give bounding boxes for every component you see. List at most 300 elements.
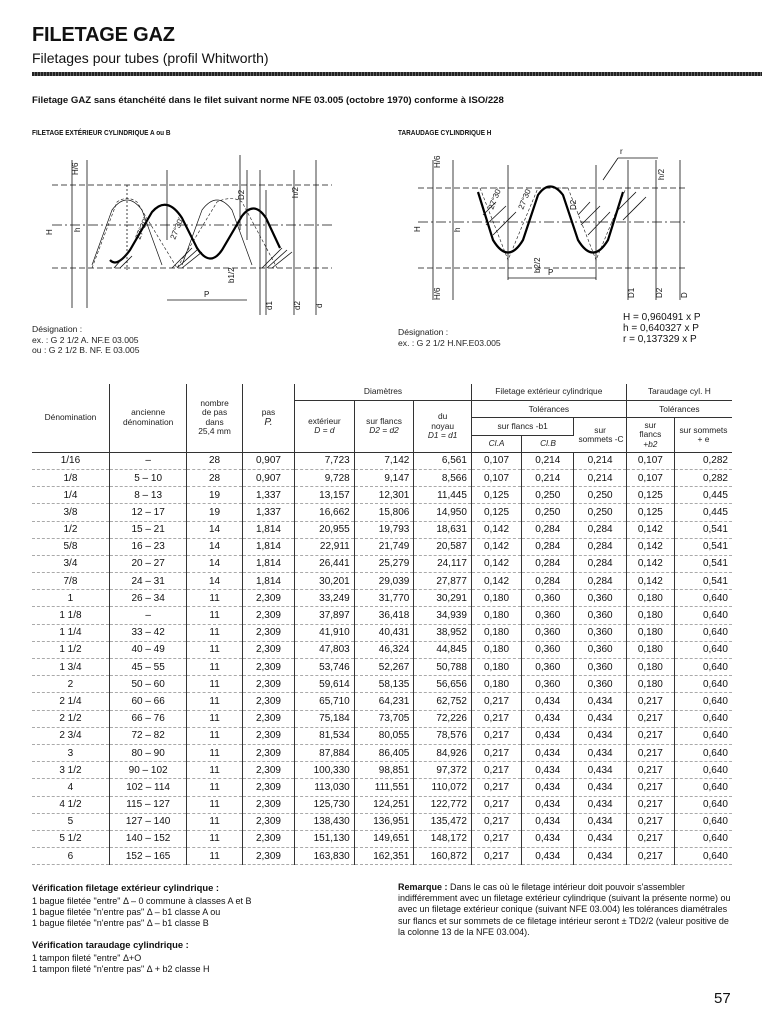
cell-noyau: 122,772 bbox=[414, 796, 472, 813]
cell-pas: 2,309 bbox=[242, 830, 294, 847]
cell-sommets-c: 0,284 bbox=[574, 555, 626, 572]
cell-pas: 1,814 bbox=[242, 573, 294, 590]
cell-ancienne: 20 – 27 bbox=[109, 555, 186, 572]
table-row bbox=[32, 573, 732, 590]
int-label-angle2: 27°30' bbox=[516, 186, 534, 211]
cell-ancienne: 16 – 23 bbox=[109, 538, 186, 555]
ext-desig-line-1: Désignation : bbox=[32, 324, 83, 334]
cell-flancs: 73,705 bbox=[354, 710, 414, 727]
cell-cla: 0,107 bbox=[471, 452, 521, 469]
cell-ancienne: 66 – 76 bbox=[109, 710, 186, 727]
cell-noyau: 148,172 bbox=[414, 830, 472, 847]
cell-pas: 2,309 bbox=[242, 796, 294, 813]
cell-exterieur: 53,746 bbox=[295, 659, 355, 676]
cell-clb: 0,250 bbox=[522, 487, 574, 504]
table-row bbox=[32, 659, 732, 676]
cell-sommets-e: 0,640 bbox=[674, 659, 732, 676]
table-row bbox=[32, 641, 732, 658]
table-row bbox=[32, 779, 732, 796]
hdr-clb: Cl.B bbox=[540, 437, 556, 448]
cell-ancienne: 60 – 66 bbox=[109, 693, 186, 710]
cell-cla: 0,217 bbox=[471, 848, 521, 865]
cell-flancs-b2: 0,217 bbox=[626, 848, 674, 865]
cell-exterieur: 9,728 bbox=[295, 469, 355, 486]
ext-label-h2: h/2 bbox=[291, 186, 300, 198]
hdr-nb-2: de pas bbox=[201, 407, 228, 418]
cell-sommets-c: 0,360 bbox=[574, 676, 626, 693]
cell-sommets-c: 0,250 bbox=[574, 487, 626, 504]
ext-desig-line-2: ex. : G 2 1/2 A. NF.E 03.005 bbox=[32, 334, 139, 345]
int-label-H: H bbox=[413, 226, 422, 232]
cell-flancs-b2: 0,217 bbox=[626, 762, 674, 779]
cell-nombre: 11 bbox=[187, 624, 242, 641]
ext-label-d1: d1 bbox=[265, 301, 274, 310]
cell-exterieur: 75,184 bbox=[295, 710, 355, 727]
col-exterieur bbox=[295, 401, 355, 453]
table-row bbox=[32, 590, 732, 607]
cell-exterieur: 138,430 bbox=[295, 813, 355, 830]
col-cla bbox=[471, 435, 521, 452]
hdr-nb-1: nombre bbox=[200, 397, 229, 408]
ext-desig-line-3: ou : G 2 1/2 B. NF. E 03.005 bbox=[32, 345, 140, 355]
cell-nombre: 19 bbox=[187, 504, 242, 521]
cell-exterieur: 7,723 bbox=[295, 452, 355, 469]
cell-nombre: 28 bbox=[187, 452, 242, 469]
cell-ancienne: 140 – 152 bbox=[109, 830, 186, 847]
cell-nombre: 11 bbox=[187, 710, 242, 727]
table-row bbox=[32, 521, 732, 538]
int-desig-line-1: Désignation : bbox=[398, 327, 449, 337]
cell-nombre: 14 bbox=[187, 555, 242, 572]
cell-cla: 0,217 bbox=[471, 796, 521, 813]
cell-sommets-e: 0,282 bbox=[674, 469, 732, 486]
cell-denomination: 2 3/4 bbox=[32, 727, 109, 744]
cell-noyau: 62,752 bbox=[414, 693, 472, 710]
cell-sommets-c: 0,284 bbox=[574, 521, 626, 538]
table-row bbox=[32, 693, 732, 710]
int-label-h2: h/2 bbox=[657, 168, 666, 180]
page-subtitle: Filetages pour tubes (profil Whitworth) bbox=[32, 50, 269, 66]
cell-exterieur: 41,910 bbox=[295, 624, 355, 641]
cell-flancs: 52,267 bbox=[354, 659, 414, 676]
external-section-title: FILETAGE EXTÉRIEUR CYLINDRIQUE A ou B bbox=[32, 128, 171, 137]
cell-noyau: 56,656 bbox=[414, 676, 472, 693]
cell-flancs: 46,324 bbox=[354, 641, 414, 658]
cell-exterieur: 33,249 bbox=[295, 590, 355, 607]
cell-clb: 0,434 bbox=[522, 830, 574, 847]
cell-cla: 0,180 bbox=[471, 607, 521, 624]
cell-pas: 1,814 bbox=[242, 555, 294, 572]
cell-noyau: 34,939 bbox=[414, 607, 472, 624]
cell-exterieur: 22,911 bbox=[295, 538, 355, 555]
int-label-D1: D1 bbox=[627, 287, 636, 298]
page-number: 57 bbox=[714, 990, 731, 1007]
cell-sommets-c: 0,434 bbox=[574, 693, 626, 710]
cell-noyau: 72,226 bbox=[414, 710, 472, 727]
cell-flancs: 25,279 bbox=[354, 555, 414, 572]
ext-label-angle2: 27°30' bbox=[168, 216, 186, 241]
cell-noyau: 110,072 bbox=[414, 779, 472, 796]
cell-noyau: 78,576 bbox=[414, 727, 472, 744]
int-label-h6b: H/6 bbox=[433, 287, 442, 300]
cell-sommets-c: 0,214 bbox=[574, 469, 626, 486]
cell-sommets-e: 0,445 bbox=[674, 487, 732, 504]
cell-sommets-e: 0,640 bbox=[674, 676, 732, 693]
cell-cla: 0,217 bbox=[471, 744, 521, 761]
cell-sommets-c: 0,360 bbox=[574, 590, 626, 607]
verification-block bbox=[32, 882, 252, 975]
cell-cla: 0,217 bbox=[471, 762, 521, 779]
verif-ext-title: Vérification filetage extérieur cylindrique : bbox=[32, 882, 220, 893]
cell-sommets-e: 0,640 bbox=[674, 624, 732, 641]
hdr-nb-4: 25,4 mm bbox=[198, 426, 231, 437]
cell-flancs: 98,851 bbox=[354, 762, 414, 779]
cell-ancienne: – bbox=[109, 452, 186, 469]
cell-flancs: 12,301 bbox=[354, 487, 414, 504]
verif-int-line-2: 1 tampon fileté "n'entre pas" Δ + b2 classe H bbox=[32, 964, 210, 974]
cell-pas: 1,814 bbox=[242, 521, 294, 538]
cell-flancs-b2: 0,180 bbox=[626, 624, 674, 641]
cell-clb: 0,214 bbox=[522, 469, 574, 486]
cell-nombre: 11 bbox=[187, 779, 242, 796]
cell-cla: 0,142 bbox=[471, 555, 521, 572]
cell-flancs: 64,231 bbox=[354, 693, 414, 710]
cell-denomination: 1/4 bbox=[32, 487, 109, 504]
cell-ancienne: 15 – 21 bbox=[109, 521, 186, 538]
cell-noyau: 30,291 bbox=[414, 590, 472, 607]
formula-r: r = 0,137329 x P bbox=[623, 334, 697, 345]
cell-sommets-c: 0,434 bbox=[574, 813, 626, 830]
cell-cla: 0,125 bbox=[471, 487, 521, 504]
hdr-noy-3: D1 = d1 bbox=[427, 430, 458, 441]
cell-sommets-c: 0,284 bbox=[574, 538, 626, 555]
int-label-angle1: 27°30' bbox=[486, 186, 504, 211]
cell-flancs: 124,251 bbox=[354, 796, 414, 813]
cell-clb: 0,434 bbox=[522, 796, 574, 813]
cell-clb: 0,284 bbox=[522, 555, 574, 572]
cell-clb: 0,214 bbox=[522, 452, 574, 469]
cell-flancs: 21,749 bbox=[354, 538, 414, 555]
cell-exterieur: 13,157 bbox=[295, 487, 355, 504]
cell-ancienne: 8 – 13 bbox=[109, 487, 186, 504]
table-row bbox=[32, 555, 732, 572]
cell-sommets-c: 0,434 bbox=[574, 830, 626, 847]
cell-nombre: 11 bbox=[187, 813, 242, 830]
external-thread-diagram bbox=[32, 140, 342, 318]
cell-pas: 2,309 bbox=[242, 607, 294, 624]
ext-label-b1: b1/2 bbox=[227, 267, 236, 283]
cell-sommets-e: 0,640 bbox=[674, 813, 732, 830]
hdr-pas-1: pas bbox=[261, 407, 276, 418]
cell-flancs-b2: 0,142 bbox=[626, 521, 674, 538]
cell-ancienne: 90 – 102 bbox=[109, 762, 186, 779]
col-nombre bbox=[187, 384, 242, 452]
cell-nombre: 11 bbox=[187, 744, 242, 761]
cell-ancienne: 5 – 10 bbox=[109, 469, 186, 486]
cell-sommets-c: 0,434 bbox=[574, 744, 626, 761]
cell-exterieur: 87,884 bbox=[295, 744, 355, 761]
cell-denomination: 1 bbox=[32, 590, 109, 607]
table-row bbox=[32, 607, 732, 624]
int-label-b2: b2/2 bbox=[533, 257, 542, 273]
hdr-e-1: sur sommets bbox=[679, 424, 728, 435]
cell-flancs: 31,770 bbox=[354, 590, 414, 607]
hdr-som-1: sur bbox=[594, 424, 606, 435]
cell-sommets-e: 0,640 bbox=[674, 710, 732, 727]
ext-label-d2: d2 bbox=[293, 301, 302, 310]
cell-clb: 0,360 bbox=[522, 641, 574, 658]
cell-denomination: 7/8 bbox=[32, 573, 109, 590]
cell-clb: 0,360 bbox=[522, 676, 574, 693]
cell-clb: 0,360 bbox=[522, 624, 574, 641]
cell-cla: 0,180 bbox=[471, 676, 521, 693]
cell-sommets-c: 0,434 bbox=[574, 762, 626, 779]
table-row bbox=[32, 487, 732, 504]
cell-flancs-b2: 0,217 bbox=[626, 779, 674, 796]
cell-flancs: 86,405 bbox=[354, 744, 414, 761]
cell-pas: 1,337 bbox=[242, 504, 294, 521]
int-label-h: h bbox=[453, 227, 462, 232]
cell-pas: 2,309 bbox=[242, 762, 294, 779]
cell-ancienne: 26 – 34 bbox=[109, 590, 186, 607]
cell-nombre: 19 bbox=[187, 487, 242, 504]
cell-nombre: 11 bbox=[187, 659, 242, 676]
cell-cla: 0,142 bbox=[471, 538, 521, 555]
col-denomination: Dénomination bbox=[32, 384, 109, 452]
cell-exterieur: 16,662 bbox=[295, 504, 355, 521]
hdr-b2-3: +b2 bbox=[643, 438, 658, 449]
cell-clb: 0,284 bbox=[522, 573, 574, 590]
cell-sommets-e: 0,640 bbox=[674, 607, 732, 624]
table-row bbox=[32, 727, 732, 744]
cell-ancienne: 24 – 31 bbox=[109, 573, 186, 590]
cell-noyau: 20,587 bbox=[414, 538, 472, 555]
col-tolerances-int: Tolérances bbox=[626, 401, 732, 418]
remark-text: Dans le cas où le filetage intérieur doit pouvoir s'assembler indifféremment avec un filetage extérieur cylindrique (suivant la présente norme) ou avec un filetage extérieur conique (suivant NFE 03.004) les tolérances diamétrales sur flancs et sur sommets de ce filetage intérieur seront ± TD2/2 (valeur positive de la colonne 13 de la NFE 03.004). bbox=[398, 882, 731, 937]
cell-clb: 0,434 bbox=[522, 779, 574, 796]
int-desig-line-2: ex. : G 2 1/2 H.NF.E03.005 bbox=[398, 337, 501, 348]
col-sommets-c bbox=[574, 418, 626, 452]
cell-sommets-c: 0,434 bbox=[574, 727, 626, 744]
cell-flancs-b2: 0,217 bbox=[626, 830, 674, 847]
cell-denomination: 1 3/4 bbox=[32, 659, 109, 676]
table-row bbox=[32, 762, 732, 779]
ext-label-angle1: 27°30' bbox=[133, 216, 151, 241]
verif-ext-line-3: 1 bague filetée "n'entre pas" Δ – b1 classe B bbox=[32, 918, 209, 928]
cell-clb: 0,434 bbox=[522, 848, 574, 865]
internal-thread-diagram bbox=[398, 140, 708, 308]
hdr-b2-2: flancs bbox=[639, 429, 662, 440]
cell-ancienne: 80 – 90 bbox=[109, 744, 186, 761]
cell-ancienne: 72 – 82 bbox=[109, 727, 186, 744]
cell-cla: 0,107 bbox=[471, 469, 521, 486]
cell-flancs: 149,651 bbox=[354, 830, 414, 847]
table-row bbox=[32, 452, 732, 469]
col-flancs-b2 bbox=[626, 418, 674, 452]
cell-exterieur: 81,534 bbox=[295, 727, 355, 744]
cell-cla: 0,142 bbox=[471, 521, 521, 538]
ext-label-H: H bbox=[45, 229, 54, 235]
table-row bbox=[32, 813, 732, 830]
cell-sommets-e: 0,640 bbox=[674, 590, 732, 607]
cell-clb: 0,434 bbox=[522, 813, 574, 830]
cell-denomination: 3/4 bbox=[32, 555, 109, 572]
cell-cla: 0,217 bbox=[471, 710, 521, 727]
table-row bbox=[32, 469, 732, 486]
cell-nombre: 11 bbox=[187, 727, 242, 744]
col-clb bbox=[522, 435, 574, 452]
cell-ancienne: 50 – 60 bbox=[109, 676, 186, 693]
cell-ancienne: 33 – 42 bbox=[109, 624, 186, 641]
cell-cla: 0,217 bbox=[471, 813, 521, 830]
page-title: FILETAGE GAZ bbox=[32, 24, 175, 46]
table-row bbox=[32, 504, 732, 521]
header-rule bbox=[32, 72, 762, 76]
hdr-b2-1: sur bbox=[644, 419, 657, 430]
cell-exterieur: 47,803 bbox=[295, 641, 355, 658]
cell-cla: 0,125 bbox=[471, 504, 521, 521]
cell-flancs-b2: 0,217 bbox=[626, 693, 674, 710]
hdr-fl-2: D2 = d2 bbox=[369, 425, 399, 436]
formulas bbox=[623, 312, 701, 345]
cell-pas: 1,337 bbox=[242, 487, 294, 504]
cell-sommets-c: 0,250 bbox=[574, 504, 626, 521]
ext-label-d: d bbox=[315, 303, 324, 308]
cell-denomination: 1/8 bbox=[32, 469, 109, 486]
cell-noyau: 50,788 bbox=[414, 659, 472, 676]
hdr-ext-1: extérieur bbox=[308, 415, 341, 426]
hdr-anc-2: dénomination bbox=[122, 416, 174, 427]
cell-sommets-e: 0,541 bbox=[674, 555, 732, 572]
verif-int-title: Vérification taraudage cylindrique : bbox=[32, 939, 189, 950]
cell-ancienne: 127 – 140 bbox=[109, 813, 186, 830]
cell-sommets-e: 0,640 bbox=[674, 762, 732, 779]
cell-nombre: 14 bbox=[187, 573, 242, 590]
cell-denomination: 2 bbox=[32, 676, 109, 693]
col-ancienne bbox=[109, 384, 186, 452]
cell-flancs-b2: 0,180 bbox=[626, 659, 674, 676]
cell-nombre: 11 bbox=[187, 641, 242, 658]
cell-clb: 0,360 bbox=[522, 659, 574, 676]
cell-exterieur: 125,730 bbox=[295, 796, 355, 813]
col-sur-flancs-b1: sur flancs -b1 bbox=[471, 418, 574, 435]
cell-sommets-e: 0,640 bbox=[674, 796, 732, 813]
cell-nombre: 11 bbox=[187, 830, 242, 847]
cell-flancs: 9,147 bbox=[354, 469, 414, 486]
cell-sommets-c: 0,360 bbox=[574, 659, 626, 676]
cell-noyau: 84,926 bbox=[414, 744, 472, 761]
cell-noyau: 24,117 bbox=[414, 555, 472, 572]
ext-label-P: P bbox=[204, 290, 210, 299]
cell-noyau: 27,877 bbox=[414, 573, 472, 590]
cell-denomination: 1 1/8 bbox=[32, 607, 109, 624]
int-label-r: r bbox=[620, 147, 623, 156]
cell-cla: 0,217 bbox=[471, 693, 521, 710]
cell-flancs-b2: 0,125 bbox=[626, 487, 674, 504]
cell-flancs-b2: 0,180 bbox=[626, 607, 674, 624]
cell-cla: 0,180 bbox=[471, 641, 521, 658]
cell-flancs-b2: 0,217 bbox=[626, 710, 674, 727]
cell-sommets-e: 0,640 bbox=[674, 830, 732, 847]
cell-pas: 2,309 bbox=[242, 590, 294, 607]
cell-exterieur: 100,330 bbox=[295, 762, 355, 779]
table-row bbox=[32, 676, 732, 693]
cell-noyau: 44,845 bbox=[414, 641, 472, 658]
cell-sommets-c: 0,434 bbox=[574, 779, 626, 796]
cell-clb: 0,250 bbox=[522, 504, 574, 521]
remark-block bbox=[398, 882, 733, 938]
verif-ext-line-2: 1 bague filetée "n'entre pas" Δ – b1 classe A ou bbox=[32, 907, 221, 917]
cell-flancs-b2: 0,217 bbox=[626, 727, 674, 744]
cell-ancienne: 45 – 55 bbox=[109, 659, 186, 676]
cell-clb: 0,434 bbox=[522, 710, 574, 727]
cell-flancs: 15,806 bbox=[354, 504, 414, 521]
hdr-som-2: sommets -C bbox=[578, 434, 624, 445]
external-designation bbox=[32, 324, 139, 356]
cell-cla: 0,217 bbox=[471, 779, 521, 796]
verif-int-line-1: 1 tampon fileté "entre" Δ+O bbox=[32, 953, 142, 963]
hdr-cla: Cl.A bbox=[488, 437, 505, 448]
cell-flancs-b2: 0,107 bbox=[626, 452, 674, 469]
int-label-D2: D2 bbox=[569, 199, 578, 210]
cell-cla: 0,217 bbox=[471, 830, 521, 847]
cell-cla: 0,217 bbox=[471, 727, 521, 744]
cell-flancs-b2: 0,180 bbox=[626, 590, 674, 607]
cell-sommets-c: 0,214 bbox=[574, 452, 626, 469]
cell-pas: 2,309 bbox=[242, 693, 294, 710]
cell-flancs: 36,418 bbox=[354, 607, 414, 624]
cell-clb: 0,284 bbox=[522, 538, 574, 555]
cell-denomination: 1 1/4 bbox=[32, 624, 109, 641]
cell-pas: 2,309 bbox=[242, 624, 294, 641]
cell-sommets-e: 0,541 bbox=[674, 538, 732, 555]
cell-flancs-b2: 0,180 bbox=[626, 641, 674, 658]
table-row bbox=[32, 624, 732, 641]
cell-denomination: 5/8 bbox=[32, 538, 109, 555]
cell-noyau: 14,950 bbox=[414, 504, 472, 521]
cell-flancs-b2: 0,217 bbox=[626, 744, 674, 761]
ext-label-D2: D2 bbox=[237, 189, 246, 200]
cell-denomination: 4 bbox=[32, 779, 109, 796]
cell-nombre: 11 bbox=[187, 676, 242, 693]
cell-flancs-b2: 0,180 bbox=[626, 676, 674, 693]
ext-label-h6: H/6 bbox=[71, 162, 80, 175]
cell-sommets-e: 0,640 bbox=[674, 744, 732, 761]
cell-flancs: 19,793 bbox=[354, 521, 414, 538]
cell-sommets-e: 0,640 bbox=[674, 848, 732, 865]
col-group-taraudage: Taraudage cyl. H bbox=[626, 384, 732, 401]
verif-ext-line-1: 1 bague filetée "entre" Δ – 0 commune à classes A et B bbox=[32, 896, 252, 906]
cell-pas: 2,309 bbox=[242, 727, 294, 744]
cell-exterieur: 65,710 bbox=[295, 693, 355, 710]
cell-noyau: 11,445 bbox=[414, 487, 472, 504]
cell-flancs-b2: 0,142 bbox=[626, 538, 674, 555]
cell-sommets-c: 0,360 bbox=[574, 607, 626, 624]
hdr-anc-1: ancienne bbox=[131, 407, 166, 418]
cell-clb: 0,434 bbox=[522, 762, 574, 779]
cell-cla: 0,180 bbox=[471, 590, 521, 607]
col-pas bbox=[242, 384, 294, 452]
cell-denomination: 6 bbox=[32, 848, 109, 865]
int-label-P: P bbox=[548, 268, 554, 277]
cell-pas: 2,309 bbox=[242, 710, 294, 727]
cell-clb: 0,434 bbox=[522, 693, 574, 710]
cell-flancs: 136,951 bbox=[354, 813, 414, 830]
col-group-filetage-ext: Filetage extérieur cylindrique bbox=[471, 384, 626, 401]
cell-sommets-c: 0,284 bbox=[574, 573, 626, 590]
cell-noyau: 135,472 bbox=[414, 813, 472, 830]
cell-sommets-e: 0,640 bbox=[674, 693, 732, 710]
